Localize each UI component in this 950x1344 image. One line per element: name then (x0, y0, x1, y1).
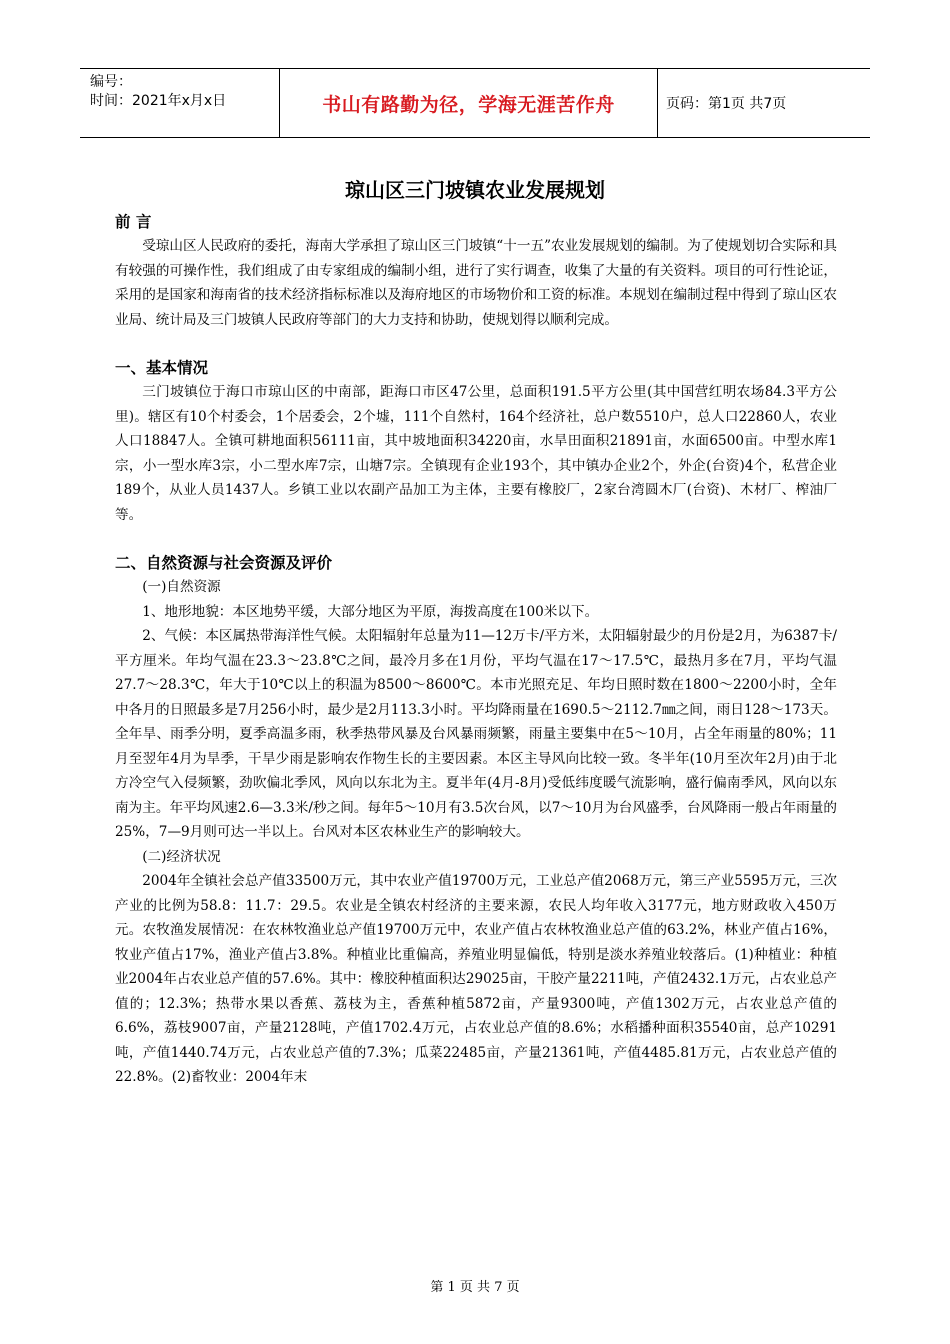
motto: 书山有路勤为径，学海无涯苦作舟 (322, 93, 615, 116)
header-meta (80, 69, 280, 137)
header-page-info: 页码：第1页 共7页 (666, 96, 787, 112)
doc-body (115, 210, 837, 1090)
number-label: 编号： (90, 74, 132, 90)
doc-title: 琼山区三门坡镇农业发展规划 (345, 178, 605, 202)
preface-heading: 前 言 (115, 213, 152, 231)
preface-paragraph: 受琼山区人民政府的委托，海南大学承担了琼山区三门坡镇“十一五”农业发展规划的编制。为了使规划切合实际和具有较强的可操作性，我们组成了由专家组成的编制小组，进行了实行调查，收集了大量的有关资料。项目的可行性论证，采用的是国家和海南省的技术经济指标标准以及海府地区的市场物价和工资的标准。本规划在编制过程中得到了琼山区农业局、统计局及三门坡镇人民政府等部门的大力支持和协助，使规划得以顺利完成。 (115, 238, 837, 328)
section2-heading: 二、自然资源与社会资源及评价 (115, 554, 333, 572)
sub2-heading: (二)经济状况 (142, 848, 221, 865)
time-label: 时间：2021年x月x日 (90, 93, 227, 109)
header-table (80, 68, 870, 138)
economy-paragraph: 2004年全镇社会总产值33500万元，其中农业产值19700万元，工业总产值2068万元，第三产业5595万元，三次产业的比例为58.8：11.7：29.5。农业是全镇农村经济的主要来源，农民人均年收入3177元，地方财政收入450万元。农牧渔发展情况：在农林牧渔业总产值19700万元中，农业产值占农林牧渔业总产值的63.2%，林业产值占16%，牧业产值占17%，渔业产值占3.8%。种植业比重偏高，养殖业明显偏低，特别是淡水养殖业较落后。(1)种植业：种植业2004年占农业总产值的57.6%。其中：橡胶种植面积达29025亩，干胶产量2211吨，产值2432.1万元，占农业总产值的；12.3%；热带水果以香蕉、荔枝为主，香蕉种植5872亩，产量9300吨，产值1302万元，占农业总产值的6.6%，荔枝9007亩，产量2128吨，产值1702.4万元，占农业总产值的8.6%；水稻播种面积35540亩，总产10291吨，产值1440.74万元，占农业总产值的7.3%；瓜菜22485亩，产量21361吨，产值4485.81万元，占农业总产值的22.8%。(2)畜牧业：2004年末 (115, 873, 837, 1085)
page-footer: 第 1 页 共 7 页 (430, 1280, 520, 1295)
section1-heading: 一、基本情况 (115, 359, 209, 377)
terrain-paragraph: 1、地形地貌：本区地势平缓，大部分地区为平原，海拨高度在100米以下。 (142, 603, 599, 620)
sub1-heading: (一)自然资源 (142, 579, 221, 595)
section1-paragraph: 三门坡镇位于海口市琼山区的中南部，距海口市区47公里，总面积191.5平方公里(其中国营红明农场84.3平方公里)。辖区有10个村委会，1个居委会，2个墟，111个自然村，164个经济社，总户数5510户，总人口22860人，农业人口18847人。全镇可耕地面积56111亩，其中坡地面积34220亩，水旱田面积21891亩，水面6500亩。中型水库1宗，小一型水库3宗，小二型水库7宗，山塘7宗。全镇现有企业193个，其中镇办企业2个，外企(台资)4个，私营企业189个，从业人员1437人。乡镇工业以农副产品加工为主体，主要有橡胶厂，2家台湾圆木厂(台资)、木材厂、榨油厂等。 (115, 384, 837, 523)
header-motto-cell (280, 69, 658, 137)
climate-paragraph: 2、气候：本区属热带海洋性气候。太阳辐射年总量为11—12万卡/平方米，太阳辐射最少的月份是2月，为6387卡/平方厘米。年均气温在23.3～23.8℃之间，最冷月多在1月份，平均气温在17～17.5℃，最热月多在7月，平均气温27.7～28.3℃，年大于10℃以上的积温为8500～8600℃。本市光照充足、年均日照时数在1800～2200小时，全年中各月的日照最多是7月256小时，最少是2月113.3小时。平均降雨量在1690.5～2112.7㎜之间，雨日128～173天。全年旱、雨季分明，夏季高温多雨，秋季热带风暴及台风暴雨频繁，雨量主要集中在5～10月，占全年雨量的80%；11月至翌年4月为旱季，干旱少雨是影响农作物生长的主要因素。本区主导风向比较一致。冬半年(10月至次年2月)由于北方冷空气入侵频繁，劲吹偏北季风，风向以东北为主。夏半年(4月-8月)受低纬度暖气流影响，盛行偏南季风，风向以东南为主。年平均风速2.6—3.3米/秒之间。每年5～10月有3.5次台风，以7～10月为台风盛季，台风降雨一般占年雨量的25%，7—9月则可达一半以上。台风对本区农林业生产的影响较大。 (115, 628, 837, 840)
